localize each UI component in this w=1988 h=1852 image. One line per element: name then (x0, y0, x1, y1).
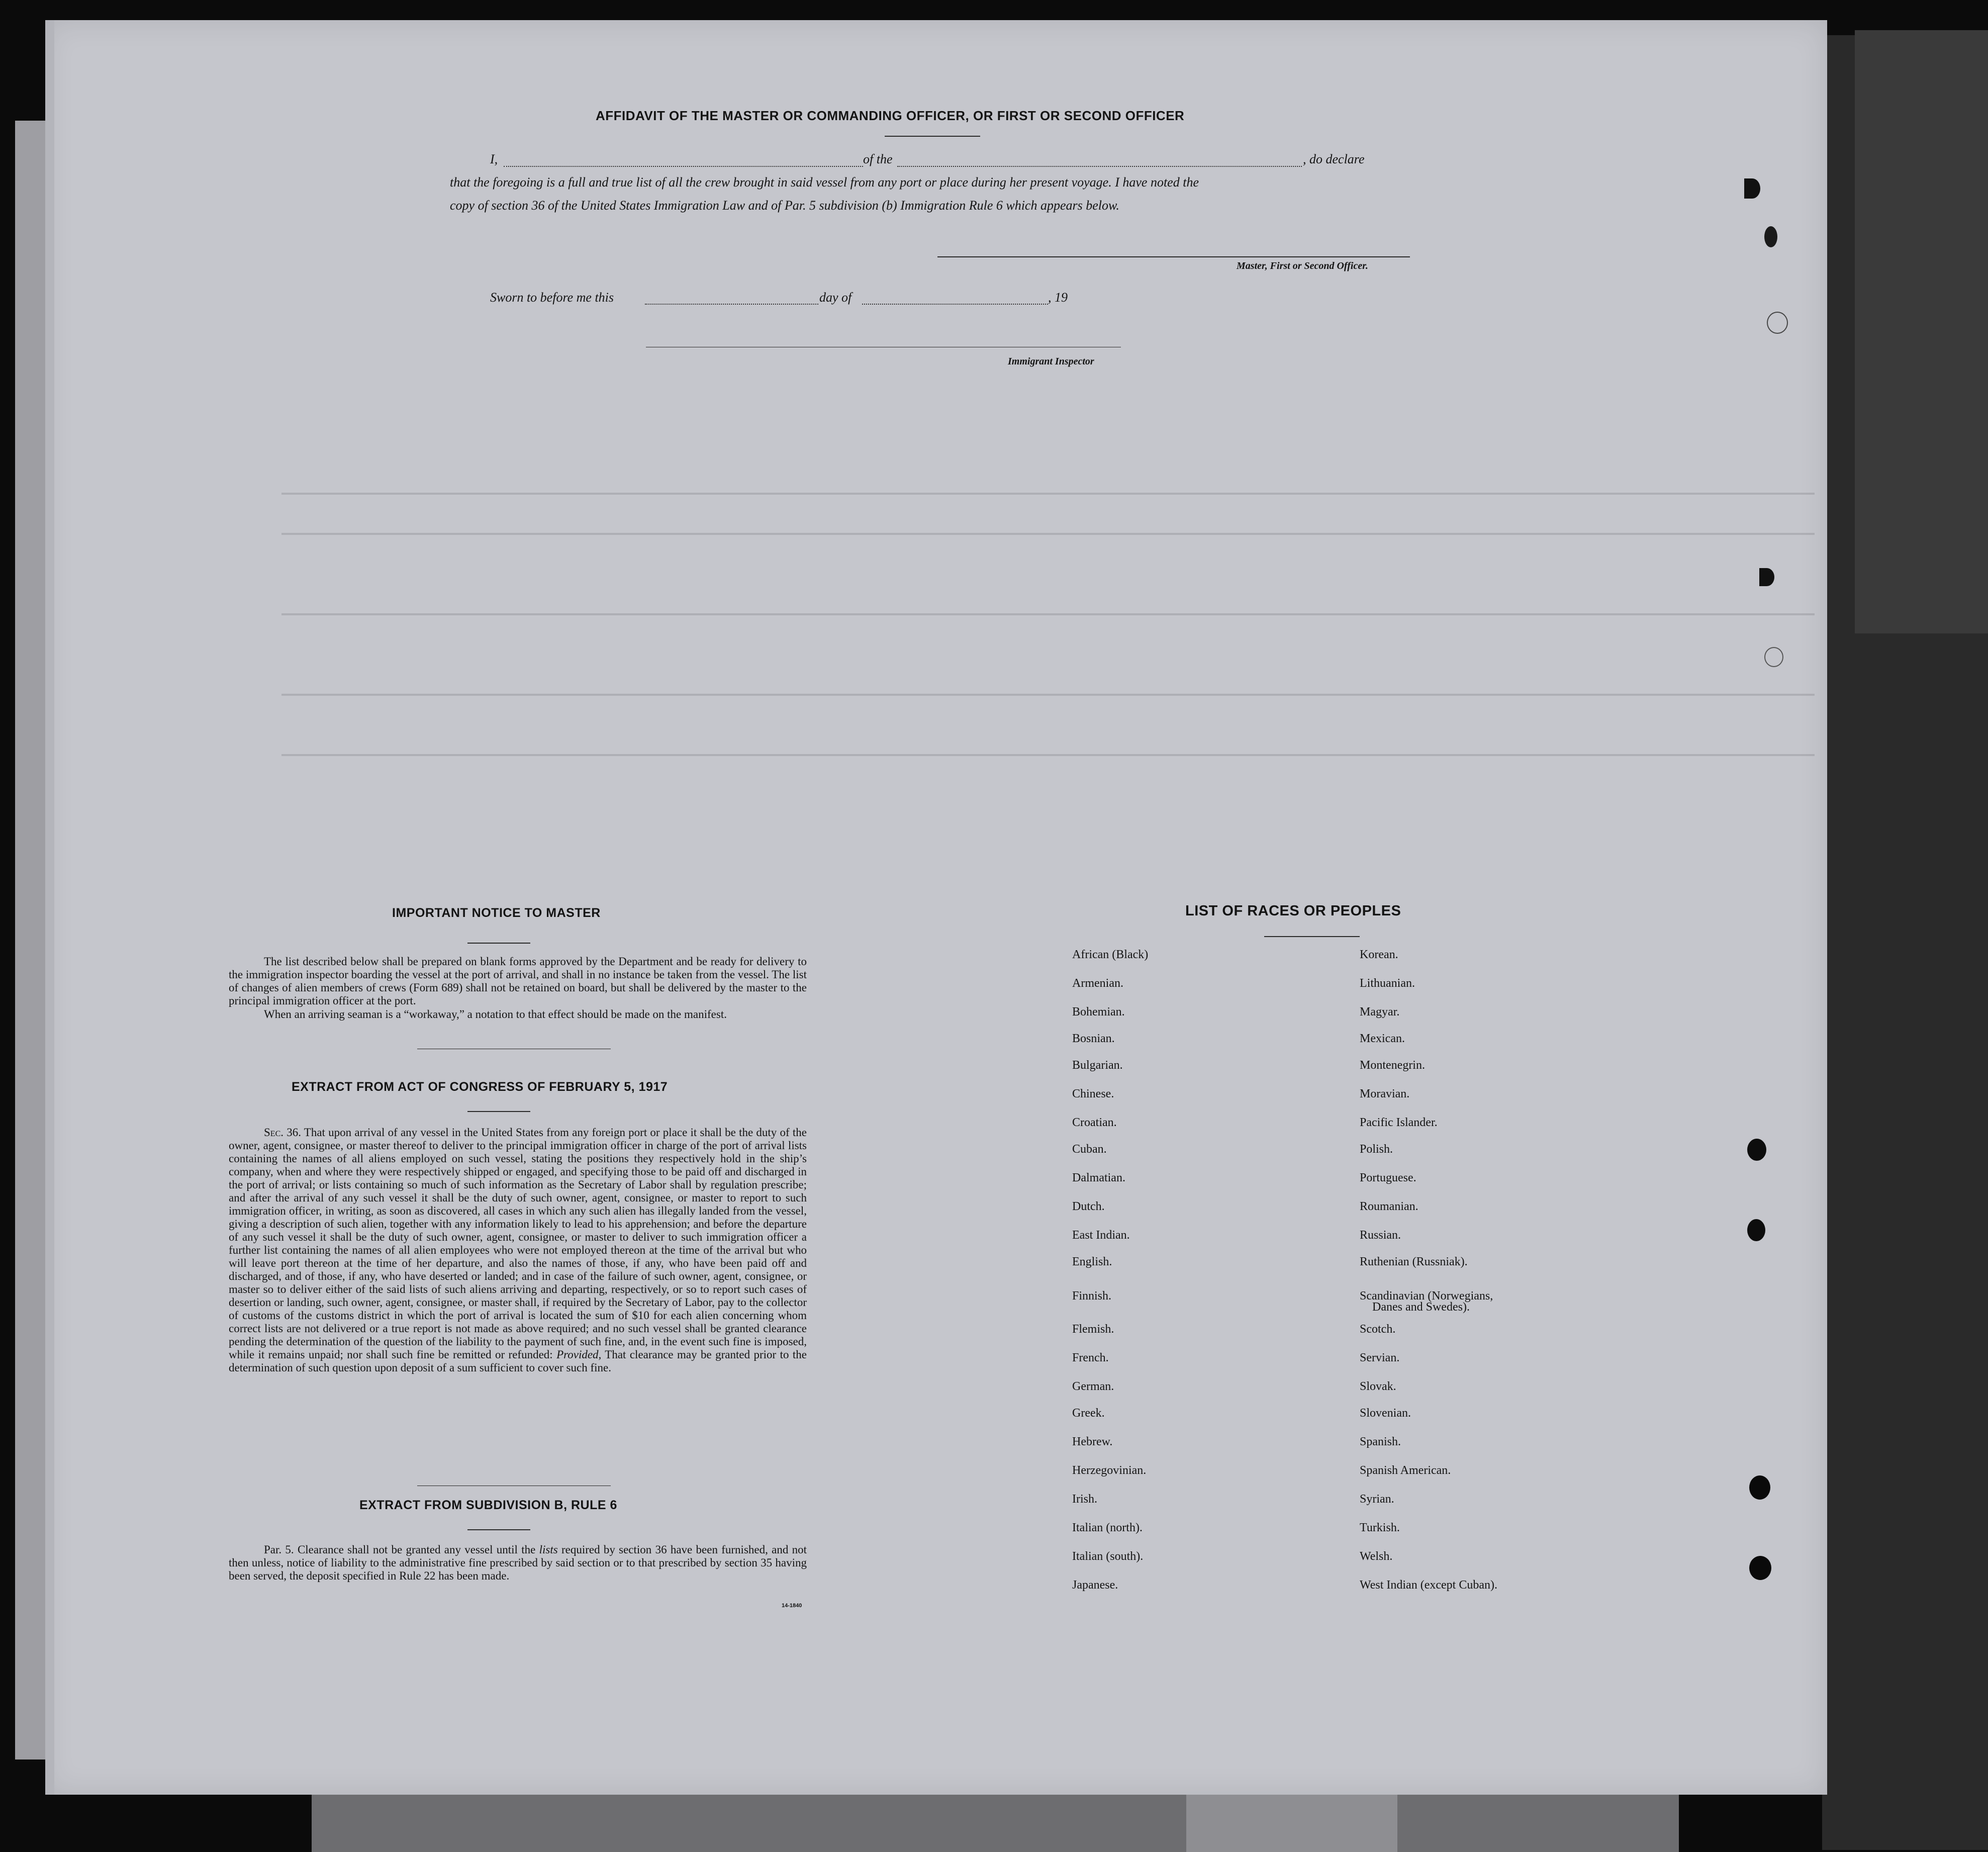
rule-text-end: required by section 36 have been furnished, and not then unless, notice of liability to the administrative fine prescribed by said section or to that prescribed by section 35 having been served, the deposit specified in Rule 22 has been made. (229, 1543, 807, 1582)
race-item: Ruthenian (Russniak). (1360, 1255, 1468, 1268)
sworn-prefix: Sworn to before me this (490, 290, 614, 305)
race-item: Montenegrin. (1360, 1059, 1425, 1072)
section-36-text: That upon arrival of any vessel in the United States from any foreign port or place it shall be the duty of the owner, agent, consignee, or master thereof to deliver to the principal immigration officer in charge of the port of arrival lists containing the names of all aliens employed on such vessel, stating the positions they respectively hold in the ship’s company, when and where they were respectively shipped or engaged, and specifying those to be paid off and discharged in the port of arrival; or lists containing so much of such information as the Secretary of Labor shall by regulation prescribe; and after the arrival of any such vessel it shall be the duty of such owner, agent, consignee, or master to report to such immigration officer, in writing, as soon as discovered, all cases in which any such alien has illegally landed from the vessel, giving a description of such alien, together with any information likely to lead to his apprehension; and before the departure of any such vessel it shall be the duty of such owner, agent, consignee, or master to deliver to such immigration officer a further list containing the names of all alien employees who were not employed thereon at the time of the arrival but who will leave port thereon at the time of her departure, and also the names of those, if any, who have been paid off and discharged, and of those, if any, who have deserted or landed; and in case of the failure of such owner, agent, consignee, or master so to deliver either of the said lists of such aliens arriving and departing, respectively, or so to report such cases of desertion or landing, such owner, agent, consignee, or master shall, if required by the Secretary of Labor, pay to the collector of customs of the customs district in which the port of arrival is located the sum of $10 for each alien concerning whom correct lists are not delivered or a true report is not made as above required; and no such vessel shall be granted clearance pending the determination of the question of the liability to the payment of such fine, and, in the event such fine is imposed, while it remains unpaid; nor shall such fine be remitted or refunded: (229, 1126, 807, 1361)
race-item: Spanish American. (1360, 1464, 1451, 1477)
affidavit-do-declare: , do declare (1303, 152, 1365, 166)
form-number: 14-1840 (782, 1603, 802, 1609)
extract-rule-title-rule (467, 1529, 530, 1530)
race-item: Slovak. (1360, 1380, 1396, 1393)
race-item: German. (1072, 1380, 1114, 1393)
race-item: Dutch. (1072, 1200, 1105, 1213)
race-item: Italian (north). (1072, 1521, 1143, 1534)
race-item: Hebrew. (1072, 1435, 1113, 1448)
race-item: Scotch. (1360, 1323, 1396, 1336)
race-item: Bohemian. (1072, 1005, 1125, 1018)
signature-label: Master, First or Second Officer. (1237, 260, 1368, 271)
binder-hole (1749, 1475, 1770, 1500)
race-item: African (Black) (1072, 948, 1149, 961)
race-item: Flemish. (1072, 1323, 1114, 1336)
race-item: French. (1072, 1351, 1109, 1364)
section-36-text-end: That clearance may be granted prior to the determination of such question upon deposit of a sum sufficient to cover such fine. (229, 1348, 807, 1374)
binder-hole (1749, 1556, 1771, 1580)
sworn-year: , 19 (1048, 290, 1068, 305)
extract-rule-text (229, 1543, 807, 1583)
underlying-sheet-bottom-light (1186, 1795, 1397, 1852)
race-item: Moravian. (1360, 1087, 1410, 1100)
race-item: Polish. (1360, 1143, 1393, 1156)
binder-hole-outline (1767, 312, 1788, 334)
binder-hole (1747, 1219, 1765, 1241)
extract-rule-title: EXTRACT FROM SUBDIVISION B, RULE 6 (359, 1498, 617, 1512)
vessel-name-blank (897, 166, 1302, 167)
lists-word: lists (539, 1543, 558, 1556)
signature-line (937, 256, 1410, 257)
race-item: Herzegovinian. (1072, 1464, 1147, 1477)
notice-paragraph-2: When an arriving seaman is a “workaway,” a notation to that effect should be made on the manifest. (264, 1008, 727, 1021)
bleed-through-line (281, 694, 1815, 696)
race-item: Irish. (1072, 1493, 1097, 1506)
notice-paragraph-1: The list described below shall be prepared on blank forms approved by the Department and be ready for delivery to the immigration inspector boarding the vessel at the port of arrival, and shall in no instance be taken from the vessel. The list of changes of alien members of crews (Form 689) shall not be retained on board, but shall be delivered by the master to the principal immigration officer at the port. (229, 955, 807, 1007)
race-item: Japanese. (1072, 1579, 1118, 1592)
race-item: English. (1072, 1255, 1112, 1268)
document-page (45, 20, 1827, 1795)
race-item: Servian. (1360, 1351, 1400, 1364)
races-title-rule (1264, 936, 1360, 937)
underlying-sheet-bottom (312, 1795, 1679, 1852)
race-item: Magyar. (1360, 1005, 1400, 1018)
race-item: Dalmatian. (1072, 1171, 1125, 1184)
inspector-label: Immigrant Inspector (1008, 356, 1094, 367)
race-item: Bulgarian. (1072, 1059, 1123, 1072)
dark-margin-upper (1855, 30, 1988, 633)
races-title: LIST OF RACES OR PEOPLES (1185, 903, 1401, 919)
race-item: Chinese. (1072, 1087, 1114, 1100)
provided-word: Provided, (556, 1348, 602, 1361)
race-item: Lithuanian. (1360, 977, 1415, 990)
notice-title-rule (467, 943, 530, 944)
race-item: Italian (south). (1072, 1550, 1144, 1563)
affiant-name-blank (504, 166, 863, 167)
race-item: Croatian. (1072, 1116, 1117, 1129)
binder-hole (1759, 568, 1774, 586)
race-item: Turkish. (1360, 1521, 1400, 1534)
race-item: Cuban. (1072, 1143, 1107, 1156)
race-item: Portuguese. (1360, 1171, 1416, 1184)
extract-act-text (229, 1126, 807, 1374)
race-item: Slovenian. (1360, 1407, 1411, 1420)
extract-act-title: EXTRACT FROM ACT OF CONGRESS OF FEBRUARY 5, 1917 (292, 1080, 668, 1094)
race-item: Greek. (1072, 1407, 1105, 1420)
bleed-through-line (281, 613, 1815, 615)
rule-text-start: Par. 5. Clearance shall not be granted any vessel until the (264, 1543, 536, 1556)
affidavit-of-the: of the (863, 152, 893, 166)
page-left-edge (45, 20, 54, 1795)
race-item: Welsh. (1360, 1550, 1393, 1563)
binder-hole (1747, 1139, 1766, 1161)
section-label: Sec. 36. (264, 1126, 301, 1139)
sworn-day-of: day of (819, 290, 852, 305)
binder-hole-outline (1764, 647, 1783, 667)
race-item: Syrian. (1360, 1493, 1394, 1506)
race-item: Korean. (1360, 948, 1398, 961)
notice-title: IMPORTANT NOTICE TO MASTER (392, 906, 601, 920)
race-item: Roumanian. (1360, 1200, 1418, 1213)
race-item: Spanish. (1360, 1435, 1401, 1448)
binder-clip (1764, 226, 1777, 247)
binder-hole (1744, 178, 1760, 199)
affidavit-line-2: that the foregoing is a full and true list of all the crew brought in said vessel from any port or place during her present voyage. I have noted the (450, 175, 1199, 190)
race-item: East Indian. (1072, 1229, 1130, 1242)
bleed-through-line (281, 533, 1815, 535)
affidavit-title-rule (885, 136, 980, 137)
sworn-month-blank (862, 304, 1048, 305)
affidavit-i: I, (490, 152, 498, 166)
race-item: Bosnian. (1072, 1032, 1115, 1045)
race-item: Armenian. (1072, 977, 1123, 990)
bleed-through-line (281, 493, 1815, 495)
race-item: Russian. (1360, 1229, 1401, 1242)
race-item: West Indian (except Cuban). (1360, 1579, 1497, 1592)
race-item: Pacific Islander. (1360, 1116, 1438, 1129)
race-item: Finnish. (1072, 1289, 1112, 1303)
bleed-through-line (281, 754, 1815, 756)
affidavit-line-3: copy of section 36 of the United States Immigration Law and of Par. 5 subdivision (b) Immigration Rule 6 which appears below. (450, 198, 1119, 213)
race-item-continued: Danes and Swedes). (1372, 1301, 1470, 1314)
extract-act-title-rule (467, 1111, 530, 1112)
sworn-day-blank (645, 304, 818, 305)
race-item: Mexican. (1360, 1032, 1405, 1045)
affidavit-title: AFFIDAVIT OF THE MASTER OR COMMANDING OFFICER, OR FIRST OR SECOND OFFICER (596, 108, 1185, 123)
race-item: Scandinavian (Norwegians, (1360, 1289, 1493, 1303)
